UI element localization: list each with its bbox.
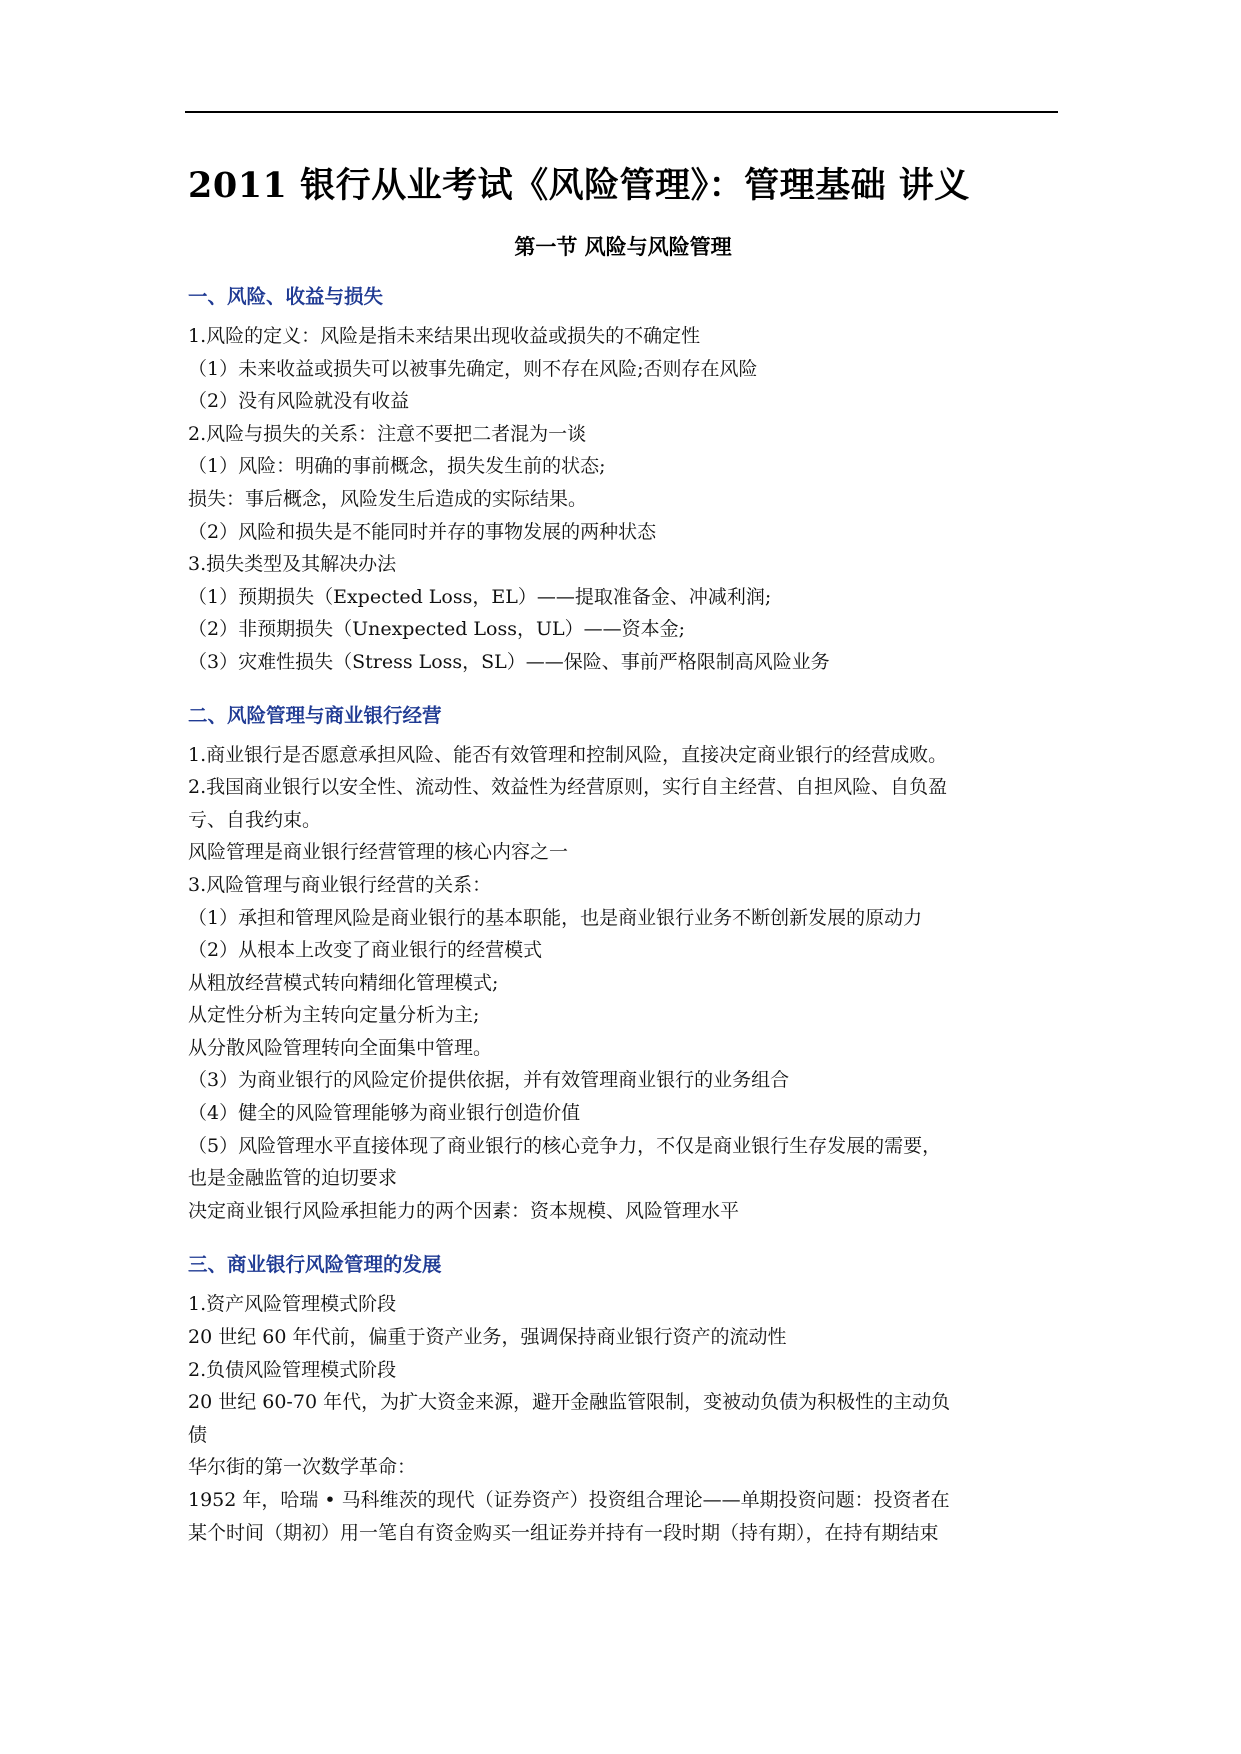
- heading-risk-management-development: 三、商业银行风险管理的发展: [188, 1253, 442, 1277]
- text-line: （1）预期损失（Expected Loss，EL）——提取准备金、冲减利润;: [188, 585, 772, 608]
- document-title: 2011 银行从业考试《风险管理》：管理基础 讲义: [188, 165, 970, 206]
- text-line: 3.风险管理与商业银行经营的关系：: [188, 873, 492, 896]
- text-line: 从定性分析为主转向定量分析为主;: [188, 1004, 480, 1027]
- text-line: 华尔街的第一次数学革命：: [188, 1456, 417, 1479]
- part-1-body: [188, 320, 1058, 679]
- text-line: （5）风险管理水平直接体现了商业银行的核心竞争力，不仅是商业银行生存发展的需要，: [188, 1134, 942, 1157]
- text-line: 决定商业银行风险承担能力的两个因素：资本规模、风险管理水平: [188, 1199, 740, 1222]
- part-3-body: [188, 1288, 1058, 1549]
- text-line: （2）风险和损失是不能同时并存的事物发展的两种状态: [188, 520, 657, 543]
- part-2-body: [188, 739, 1058, 1228]
- text-line: （1）未来收益或损失可以被事先确定，则不存在风险;否则存在风险: [188, 357, 758, 380]
- text-line: （2）非预期损失（Unexpected Loss，UL）——资本金;: [188, 618, 686, 641]
- text-line: （3）灾难性损失（Stress Loss，SL）——保险、事前严格限制高风险业务: [188, 650, 830, 673]
- text-line: 损失：事后概念，风险发生后造成的实际结果。: [188, 487, 588, 510]
- text-line: 2.负债风险管理模式阶段: [188, 1358, 397, 1381]
- text-line: 2.风险与损失的关系：注意不要把二者混为一谈: [188, 422, 587, 445]
- text-line: 从粗放经营模式转向精细化管理模式;: [188, 971, 499, 994]
- text-line: 也是金融监管的迫切要求: [188, 1167, 398, 1190]
- text-line: 3.损失类型及其解决办法: [188, 553, 397, 576]
- text-line: 20 世纪 60-70 年代，为扩大资金来源，避开金融监管限制，变被动负债为积极性的主动负: [188, 1391, 951, 1414]
- text-line: 债: [188, 1423, 208, 1446]
- text-line: 1.商业银行是否愿意承担风险、能否有效管理和控制风险，直接决定商业银行的经营成败。: [188, 743, 948, 766]
- text-line: 亏、自我约束。: [188, 808, 322, 831]
- text-line: （4）健全的风险管理能够为商业银行创造价值: [188, 1102, 581, 1125]
- document-body: [188, 160, 1058, 1549]
- text-line: （1）风险：明确的事前概念，损失发生前的状态;: [188, 455, 606, 478]
- text-line: （1）承担和管理风险是商业银行的基本职能，也是商业银行业务不断创新发展的原动力: [188, 906, 923, 929]
- text-line: 2.我国商业银行以安全性、流动性、效益性为经营原则，实行自主经营、自担风险、自负盈: [188, 776, 948, 799]
- text-line: （2）没有风险就没有收益: [188, 390, 410, 413]
- text-line: （3）为商业银行的风险定价提供依据，并有效管理商业银行的业务组合: [188, 1069, 790, 1092]
- text-line: 某个时间（期初）用一笔自有资金购买一组证券并持有一段时期（持有期），在持有期结束: [188, 1521, 939, 1544]
- header-rule: [185, 111, 1058, 113]
- text-line: （2）从根本上改变了商业银行的经营模式: [188, 939, 543, 962]
- section-title: 第一节 风险与风险管理: [514, 234, 732, 259]
- text-line: 1952 年，哈瑞 • 马科维茨的现代（证券资产）投资组合理论——单期投资问题：投资者在: [188, 1489, 950, 1511]
- heading-risk-return-loss: 一、风险、收益与损失: [188, 285, 384, 308]
- text-line: 从分散风险管理转向全面集中管理。: [188, 1036, 493, 1059]
- text-line: 20 世纪 60 年代前，偏重于资产业务，强调保持商业银行资产的流动性: [188, 1326, 787, 1349]
- text-line: 1.资产风险管理模式阶段: [188, 1293, 397, 1316]
- heading-risk-management-bank-operation: 二、风险管理与商业银行经营: [188, 703, 442, 727]
- text-line: 风险管理是商业银行经营管理的核心内容之一: [188, 841, 569, 864]
- text-line: 1.风险的定义：风险是指未来结果出现收益或损失的不确定性: [188, 325, 701, 347]
